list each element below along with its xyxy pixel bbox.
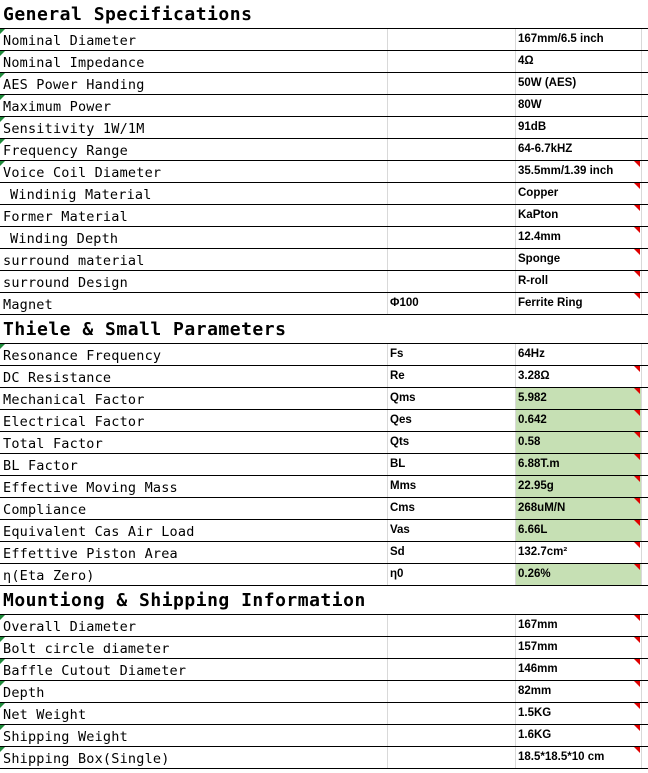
- parameter-value-cell[interactable]: 80W: [516, 95, 642, 116]
- parameter-symbol-cell[interactable]: [388, 681, 516, 702]
- row-edge-cell: [642, 432, 648, 453]
- row-edge-cell: [642, 95, 648, 116]
- table-row: [0, 615, 648, 637]
- parameter-symbol-cell[interactable]: [388, 637, 516, 658]
- table-row: [0, 681, 648, 703]
- section-title[interactable]: Thiele & Small Parameters: [3, 319, 287, 340]
- comment-indicator-icon[interactable]: [634, 615, 640, 621]
- table-row: [0, 388, 648, 410]
- row-edge-cell: [642, 139, 648, 160]
- table-row: [0, 183, 648, 205]
- row-edge-cell: [642, 637, 648, 658]
- table-row: [0, 249, 648, 271]
- parameter-symbol-cell[interactable]: Qts: [388, 432, 516, 453]
- row-edge-cell: [642, 476, 648, 497]
- table-row: [0, 542, 648, 564]
- cell-marker-icon: [0, 637, 5, 642]
- row-edge-cell: [642, 520, 648, 541]
- table-row: [0, 293, 648, 315]
- parameter-value-cell[interactable]: R-roll: [516, 271, 642, 292]
- parameter-value-cell[interactable]: 5.982: [516, 388, 642, 409]
- parameter-symbol-cell[interactable]: [388, 139, 516, 160]
- parameter-value-cell[interactable]: 3.28Ω: [516, 366, 642, 387]
- parameter-value-cell[interactable]: 91dB: [516, 117, 642, 138]
- parameter-value-cell[interactable]: 146mm: [516, 659, 642, 680]
- row-edge-cell: [642, 29, 648, 50]
- comment-indicator-icon[interactable]: [634, 542, 640, 548]
- section-title[interactable]: General Specifications: [3, 4, 253, 25]
- cell-marker-icon: [0, 161, 5, 166]
- parameter-symbol-cell[interactable]: [388, 249, 516, 270]
- parameter-value-cell[interactable]: 64Hz: [516, 344, 642, 365]
- row-edge-cell: [642, 703, 648, 724]
- header-empty-cell[interactable]: [516, 315, 642, 343]
- cell-marker-icon: [0, 747, 5, 752]
- parameter-symbol-cell[interactable]: [388, 703, 516, 724]
- parameter-value-cell[interactable]: Sponge: [516, 249, 642, 270]
- header-empty-cell[interactable]: [516, 586, 642, 614]
- parameter-name-cell[interactable]: Depth: [0, 681, 388, 702]
- cell-marker-icon: [0, 139, 5, 144]
- row-edge-cell: [642, 344, 648, 365]
- parameter-value-cell[interactable]: 6.66L: [516, 520, 642, 541]
- header-edge-cell: [642, 0, 648, 28]
- table-row: [0, 747, 648, 769]
- parameter-symbol-cell[interactable]: Cms: [388, 498, 516, 519]
- parameter-symbol-cell[interactable]: [388, 117, 516, 138]
- table-row: [0, 139, 648, 161]
- parameter-name-cell[interactable]: Winding Depth: [0, 227, 388, 248]
- header-edge-cell: [642, 586, 648, 614]
- parameter-value-cell[interactable]: 0.26%: [516, 564, 642, 585]
- comment-indicator-icon[interactable]: [634, 183, 640, 189]
- row-edge-cell: [642, 249, 648, 270]
- row-edge-cell: [642, 542, 648, 563]
- header-empty-cell[interactable]: [388, 586, 516, 614]
- parameter-name-cell[interactable]: Windinig Material: [0, 183, 388, 204]
- parameter-symbol-cell[interactable]: [388, 725, 516, 746]
- parameter-symbol-cell[interactable]: Qms: [388, 388, 516, 409]
- comment-indicator-icon[interactable]: [634, 498, 640, 504]
- row-edge-cell: [642, 161, 648, 182]
- row-edge-cell: [642, 293, 648, 314]
- parameter-name-cell[interactable]: Shipping Box(Single): [0, 747, 388, 768]
- parameter-name-cell[interactable]: AES Power Handing: [0, 73, 388, 94]
- row-edge-cell: [642, 725, 648, 746]
- row-edge-cell: [642, 73, 648, 94]
- table-row: [0, 161, 648, 183]
- row-edge-cell: [642, 615, 648, 636]
- parameter-name-cell[interactable]: Resonance Frequency: [0, 344, 388, 365]
- row-edge-cell: [642, 183, 648, 204]
- section-header: [0, 0, 648, 29]
- parameter-value-cell[interactable]: 82mm: [516, 681, 642, 702]
- table-row: [0, 51, 648, 73]
- header-empty-cell[interactable]: [388, 0, 516, 28]
- table-row: [0, 271, 648, 293]
- parameter-value-cell[interactable]: 0.642: [516, 410, 642, 431]
- parameter-name-cell[interactable]: Effective Moving Mass: [0, 476, 388, 497]
- parameter-name-cell[interactable]: Nominal Impedance: [0, 51, 388, 72]
- parameter-symbol-cell[interactable]: [388, 747, 516, 768]
- comment-indicator-icon[interactable]: [634, 564, 640, 570]
- parameter-name-cell[interactable]: Sensitivity 1W/1M: [0, 117, 388, 138]
- parameter-symbol-cell[interactable]: [388, 51, 516, 72]
- parameter-name-cell[interactable]: Bolt circle diameter: [0, 637, 388, 658]
- table-row: [0, 520, 648, 542]
- parameter-symbol-cell[interactable]: [388, 227, 516, 248]
- parameter-symbol-cell[interactable]: Φ100: [388, 293, 516, 314]
- comment-indicator-icon[interactable]: [634, 476, 640, 482]
- section-header: [0, 586, 648, 615]
- parameter-name-cell[interactable]: Baffle Cutout Diameter: [0, 659, 388, 680]
- parameter-value-cell[interactable]: 167mm/6.5 inch: [516, 29, 642, 50]
- header-empty-cell[interactable]: [388, 315, 516, 343]
- parameter-value-cell[interactable]: 157mm: [516, 637, 642, 658]
- parameter-symbol-cell[interactable]: [388, 615, 516, 636]
- cell-marker-icon: [0, 51, 5, 56]
- parameter-value-cell[interactable]: KaPton: [516, 205, 642, 226]
- comment-indicator-icon[interactable]: [634, 388, 640, 394]
- cell-marker-icon: [0, 681, 5, 686]
- parameter-symbol-cell[interactable]: Re: [388, 366, 516, 387]
- comment-indicator-icon[interactable]: [634, 271, 640, 277]
- comment-indicator-icon[interactable]: [634, 249, 640, 255]
- comment-indicator-icon[interactable]: [634, 293, 640, 299]
- cell-marker-icon: [0, 95, 5, 100]
- parameter-symbol-cell[interactable]: [388, 205, 516, 226]
- table-row: [0, 454, 648, 476]
- table-row: [0, 95, 648, 117]
- cell-marker-icon: [0, 615, 5, 620]
- parameter-name-cell[interactable]: Voice Coil Diameter: [0, 161, 388, 182]
- parameter-value-cell[interactable]: 268uM/N: [516, 498, 642, 519]
- cell-marker-icon: [0, 117, 5, 122]
- row-edge-cell: [642, 51, 648, 72]
- row-edge-cell: [642, 366, 648, 387]
- parameter-value-cell[interactable]: 1.5KG: [516, 703, 642, 724]
- cell-marker-icon: [0, 29, 5, 34]
- parameter-value-cell[interactable]: Copper: [516, 183, 642, 204]
- parameter-symbol-cell[interactable]: [388, 95, 516, 116]
- table-row: [0, 366, 648, 388]
- comment-indicator-icon[interactable]: [634, 227, 640, 233]
- comment-indicator-icon[interactable]: [634, 725, 640, 731]
- table-row: [0, 73, 648, 95]
- parameter-name-cell[interactable]: Equivalent Cas Air Load: [0, 520, 388, 541]
- parameter-name-cell[interactable]: Net Weight: [0, 703, 388, 724]
- parameter-name-cell[interactable]: Nominal Diameter: [0, 29, 388, 50]
- table-row: [0, 117, 648, 139]
- parameter-name-cell[interactable]: Magnet: [0, 293, 388, 314]
- table-row: [0, 344, 648, 366]
- parameter-value-cell[interactable]: 4Ω: [516, 51, 642, 72]
- table-row: [0, 725, 648, 747]
- parameter-symbol-cell[interactable]: [388, 29, 516, 50]
- table-row: [0, 659, 648, 681]
- parameter-name-cell[interactable]: DC Resistance: [0, 366, 388, 387]
- section-title[interactable]: Mountiong & Shipping Information: [3, 590, 366, 611]
- parameter-name-cell[interactable]: Mechanical Factor: [0, 388, 388, 409]
- row-edge-cell: [642, 747, 648, 768]
- parameter-symbol-cell[interactable]: Qes: [388, 410, 516, 431]
- comment-indicator-icon[interactable]: [634, 410, 640, 416]
- parameter-name-cell[interactable]: η(Eta Zero): [0, 564, 388, 585]
- parameter-name-cell[interactable]: Electrical Factor: [0, 410, 388, 431]
- parameter-name-cell[interactable]: Maximum Power: [0, 95, 388, 116]
- parameter-symbol-cell[interactable]: [388, 659, 516, 680]
- comment-indicator-icon[interactable]: [634, 520, 640, 526]
- parameter-name-cell[interactable]: surround material: [0, 249, 388, 270]
- header-edge-cell: [642, 315, 648, 343]
- comment-indicator-icon[interactable]: [634, 659, 640, 665]
- parameter-symbol-cell[interactable]: [388, 183, 516, 204]
- parameter-value-cell[interactable]: 132.7cm²: [516, 542, 642, 563]
- parameter-symbol-cell[interactable]: [388, 161, 516, 182]
- table-row: [0, 227, 648, 249]
- row-edge-cell: [642, 564, 648, 585]
- cell-marker-icon: [0, 73, 5, 78]
- comment-indicator-icon[interactable]: [634, 681, 640, 687]
- row-edge-cell: [642, 227, 648, 248]
- row-edge-cell: [642, 117, 648, 138]
- comment-indicator-icon[interactable]: [634, 637, 640, 643]
- cell-marker-icon: [0, 659, 5, 664]
- table-row: [0, 498, 648, 520]
- table-row: [0, 29, 648, 51]
- parameter-value-cell[interactable]: 6.88T.m: [516, 454, 642, 475]
- parameter-value-cell[interactable]: 167mm: [516, 615, 642, 636]
- parameter-symbol-cell[interactable]: η0: [388, 564, 516, 585]
- header-empty-cell[interactable]: [516, 0, 642, 28]
- parameter-name-cell[interactable]: Total Factor: [0, 432, 388, 453]
- parameter-name-cell[interactable]: Overall Diameter: [0, 615, 388, 636]
- row-edge-cell: [642, 271, 648, 292]
- parameter-symbol-cell[interactable]: [388, 271, 516, 292]
- comment-indicator-icon[interactable]: [634, 703, 640, 709]
- comment-indicator-icon[interactable]: [634, 454, 640, 460]
- parameter-name-cell[interactable]: Shipping Weight: [0, 725, 388, 746]
- parameter-name-cell[interactable]: surround Design: [0, 271, 388, 292]
- cell-marker-icon: [0, 725, 5, 730]
- parameter-name-cell[interactable]: Effettive Piston Area: [0, 542, 388, 563]
- parameter-value-cell[interactable]: 50W (AES): [516, 73, 642, 94]
- parameter-name-cell[interactable]: Compliance: [0, 498, 388, 519]
- row-edge-cell: [642, 454, 648, 475]
- row-edge-cell: [642, 410, 648, 431]
- parameter-value-cell[interactable]: Ferrite Ring: [516, 293, 642, 314]
- table-row: [0, 205, 648, 227]
- comment-indicator-icon[interactable]: [634, 161, 640, 167]
- comment-indicator-icon[interactable]: [634, 366, 640, 372]
- comment-indicator-icon[interactable]: [634, 432, 640, 438]
- comment-indicator-icon[interactable]: [634, 205, 640, 211]
- row-edge-cell: [642, 659, 648, 680]
- parameter-value-cell[interactable]: 0.58: [516, 432, 642, 453]
- table-row: [0, 476, 648, 498]
- row-edge-cell: [642, 205, 648, 226]
- parameter-value-cell[interactable]: 64-6.7kHZ: [516, 139, 642, 160]
- row-edge-cell: [642, 498, 648, 519]
- parameter-value-cell[interactable]: 35.5mm/1.39 inch: [516, 161, 642, 182]
- table-row: [0, 564, 648, 586]
- parameter-name-cell[interactable]: BL Factor: [0, 454, 388, 475]
- parameter-symbol-cell[interactable]: BL: [388, 454, 516, 475]
- table-row: [0, 410, 648, 432]
- parameter-value-cell[interactable]: 18.5*18.5*10 cm: [516, 747, 642, 768]
- parameter-symbol-cell[interactable]: Fs: [388, 344, 516, 365]
- parameter-name-cell[interactable]: Frequency Range: [0, 139, 388, 160]
- parameter-value-cell[interactable]: 1.6KG: [516, 725, 642, 746]
- parameter-symbol-cell[interactable]: Vas: [388, 520, 516, 541]
- parameter-symbol-cell[interactable]: [388, 73, 516, 94]
- parameter-value-cell[interactable]: 22.95g: [516, 476, 642, 497]
- cell-marker-icon: [0, 344, 5, 349]
- comment-indicator-icon[interactable]: [634, 747, 640, 753]
- parameter-symbol-cell[interactable]: Mms: [388, 476, 516, 497]
- row-edge-cell: [642, 388, 648, 409]
- cell-marker-icon: [0, 703, 5, 708]
- row-edge-cell: [642, 681, 648, 702]
- table-row: [0, 703, 648, 725]
- parameter-value-cell[interactable]: 12.4mm: [516, 227, 642, 248]
- table-row: [0, 637, 648, 659]
- section-header: [0, 315, 648, 344]
- parameter-symbol-cell[interactable]: Sd: [388, 542, 516, 563]
- table-row: [0, 432, 648, 454]
- parameter-name-cell[interactable]: Former Material: [0, 205, 388, 226]
